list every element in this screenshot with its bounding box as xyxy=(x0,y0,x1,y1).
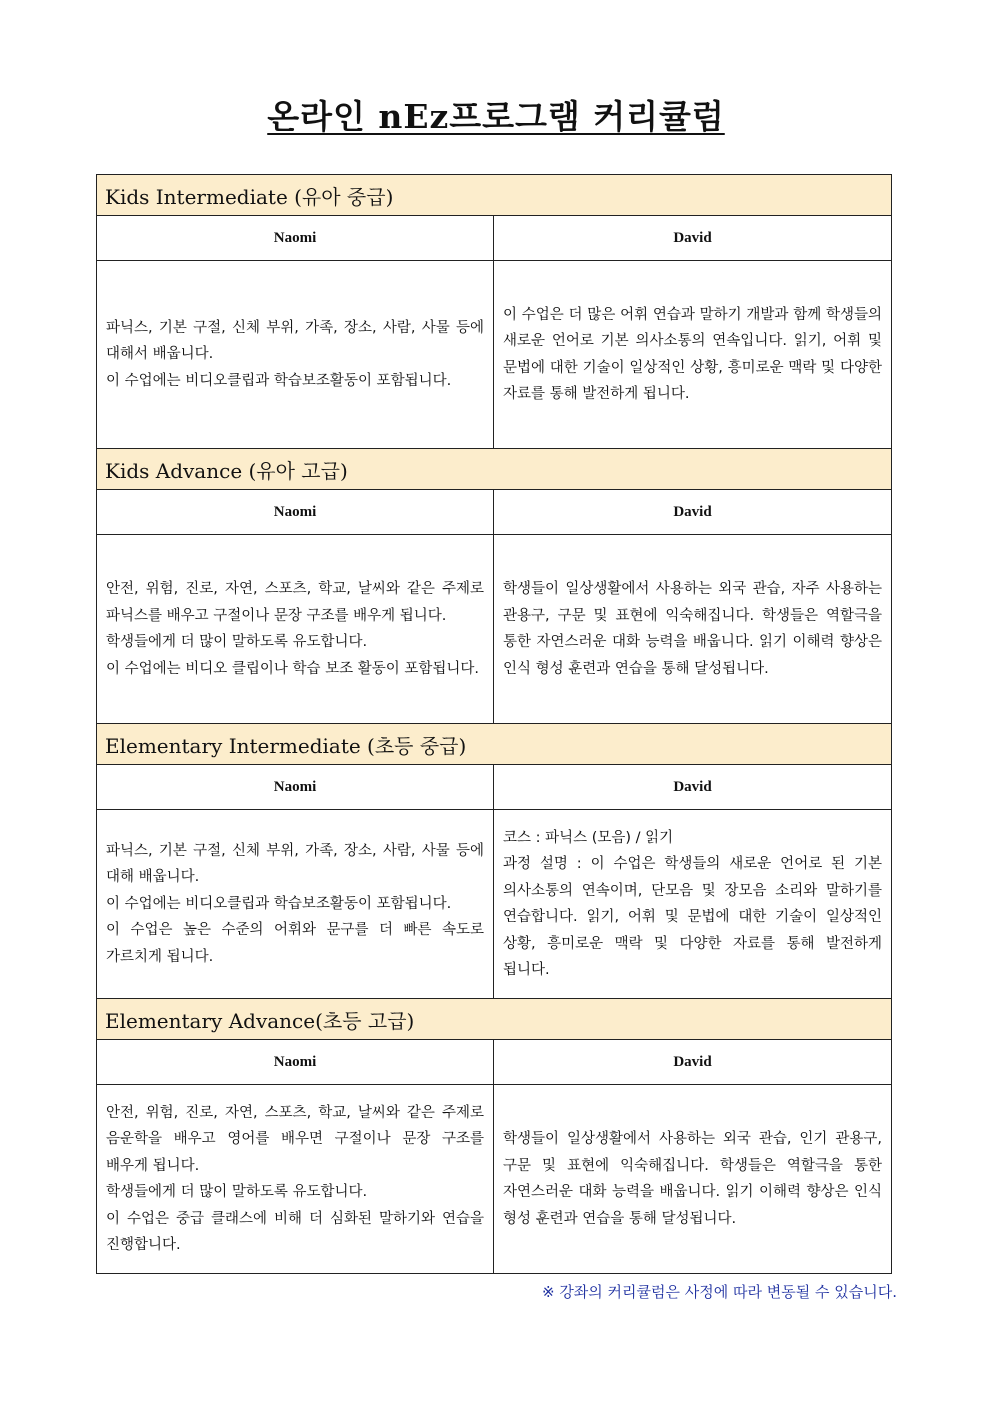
page-title-text: 온라인 nEz프로그램 커리큘럼 xyxy=(267,97,725,136)
description-right xyxy=(494,535,892,724)
section-header-kids-intermediate xyxy=(97,175,892,216)
description-row xyxy=(97,1085,892,1274)
description-right xyxy=(494,261,892,449)
teacher-name-left: Naomi xyxy=(97,216,494,261)
description-left-text: 안전, 위험, 진로, 자연, 스포츠, 학교, 날씨와 같은 주제로 음운학을 배우고 영어를 배우면 구절이나 문장 구조를 배우게 됩니다. 학생들에게 더 많이 말하도록 유도합니다. 이 수업은 중급 클래스에 비해 더 심화된 말하기와 연습을 진행합니다. xyxy=(106,1104,484,1253)
description-left xyxy=(97,261,494,449)
description-left xyxy=(97,535,494,724)
description-left-text: 안전, 위험, 진로, 자연, 스포츠, 학교, 날씨와 같은 주제로 파닉스를 배우고 구절이나 문장 구조를 배우게 됩니다. 학생들에게 더 많이 말하도록 유도합니다. 이 수업에는 비디오 클립이나 학습 보조 활동이 포함됩니다. xyxy=(106,581,484,677)
description-right-text: 학생들이 일상생활에서 사용하는 외국 관습, 인기 관용구, 구문 및 표현에 익숙해집니다. 학생들은 역할극을 통한 자연스러운 대화 능력을 배웁니다. 읽기 이해력 향상은 인식 형성 훈련과 연습을 통해 달성됩니다. xyxy=(503,1131,882,1227)
teacher-row xyxy=(97,490,892,535)
teacher-name-right: David xyxy=(494,1040,892,1085)
teacher-name-right: David xyxy=(494,490,892,535)
teacher-row xyxy=(97,216,892,261)
teacher-row xyxy=(97,765,892,810)
description-right-text: 코스 : 파닉스 (모음) / 읽기 과정 설명 : 이 수업은 학생들의 새로운 언어로 된 기본 의사소통의 연속이며, 단모음 및 장모음 소리와 말하기를 연습합니다. 읽기, 어휘 및 문법에 대한 기술이 일상적인 상황, 흥미로운 맥락 및 다양한 자료를 통해 발전하게 됩니다. xyxy=(503,829,882,978)
section-header-kids-advance xyxy=(97,449,892,490)
teacher-name-left: Naomi xyxy=(97,1040,494,1085)
description-row xyxy=(97,810,892,999)
section-title: Kids Intermediate (유아 중급) xyxy=(97,175,892,216)
section-title: Kids Advance (유아 고급) xyxy=(97,449,892,490)
description-row xyxy=(97,535,892,724)
description-right xyxy=(494,810,892,999)
section-header-elementary-advance xyxy=(97,999,892,1040)
teacher-row xyxy=(97,1040,892,1085)
section-title: Elementary Advance(초등 고급) xyxy=(97,999,892,1040)
section-title: Elementary Intermediate (초등 중급) xyxy=(97,724,892,765)
description-right xyxy=(494,1085,892,1274)
teacher-name-right: David xyxy=(494,765,892,810)
curriculum-table xyxy=(96,174,892,1274)
description-left-text: 파닉스, 기본 구절, 신체 부위, 가족, 장소, 사람, 사물 등에 대해 배웁니다. 이 수업에는 비디오클립과 학습보조활동이 포함됩니다. 이 수업은 높은 수준의 어휘와 문구를 더 빠른 속도로 가르치게 됩니다. xyxy=(106,842,484,965)
description-left xyxy=(97,1085,494,1274)
description-left xyxy=(97,810,494,999)
teacher-name-right: David xyxy=(494,216,892,261)
section-header-elementary-intermediate xyxy=(97,724,892,765)
curriculum-change-notice: ※ 강좌의 커리큘럼은 사정에 따라 변동될 수 있습니다. xyxy=(541,1283,897,1301)
description-row xyxy=(97,261,892,449)
description-right-text: 이 수업은 더 많은 어휘 연습과 말하기 개발과 함께 학생들의 새로운 언어로 기본 의사소통의 연속입니다. 읽기, 어휘 및 문법에 대한 기술이 일상적인 상황, 흥미로운 맥락 및 다양한 자료를 통해 발전하게 됩니다. xyxy=(503,306,882,402)
teacher-name-left: Naomi xyxy=(97,765,494,810)
page-title xyxy=(0,97,992,137)
description-left-text: 파닉스, 기본 구절, 신체 부위, 가족, 장소, 사람, 사물 등에 대해서 배웁니다. 이 수업에는 비디오클립과 학습보조활동이 포함됩니다. xyxy=(106,319,484,389)
description-right-text: 학생들이 일상생활에서 사용하는 외국 관습, 자주 사용하는 관용구, 구문 및 표현에 익숙해집니다. 학생들은 역할극을 통한 자연스러운 대화 능력을 배웁니다. 읽기 이해력 향상은 인식 형성 훈련과 연습을 통해 달성됩니다. xyxy=(503,581,882,677)
teacher-name-left: Naomi xyxy=(97,490,494,535)
